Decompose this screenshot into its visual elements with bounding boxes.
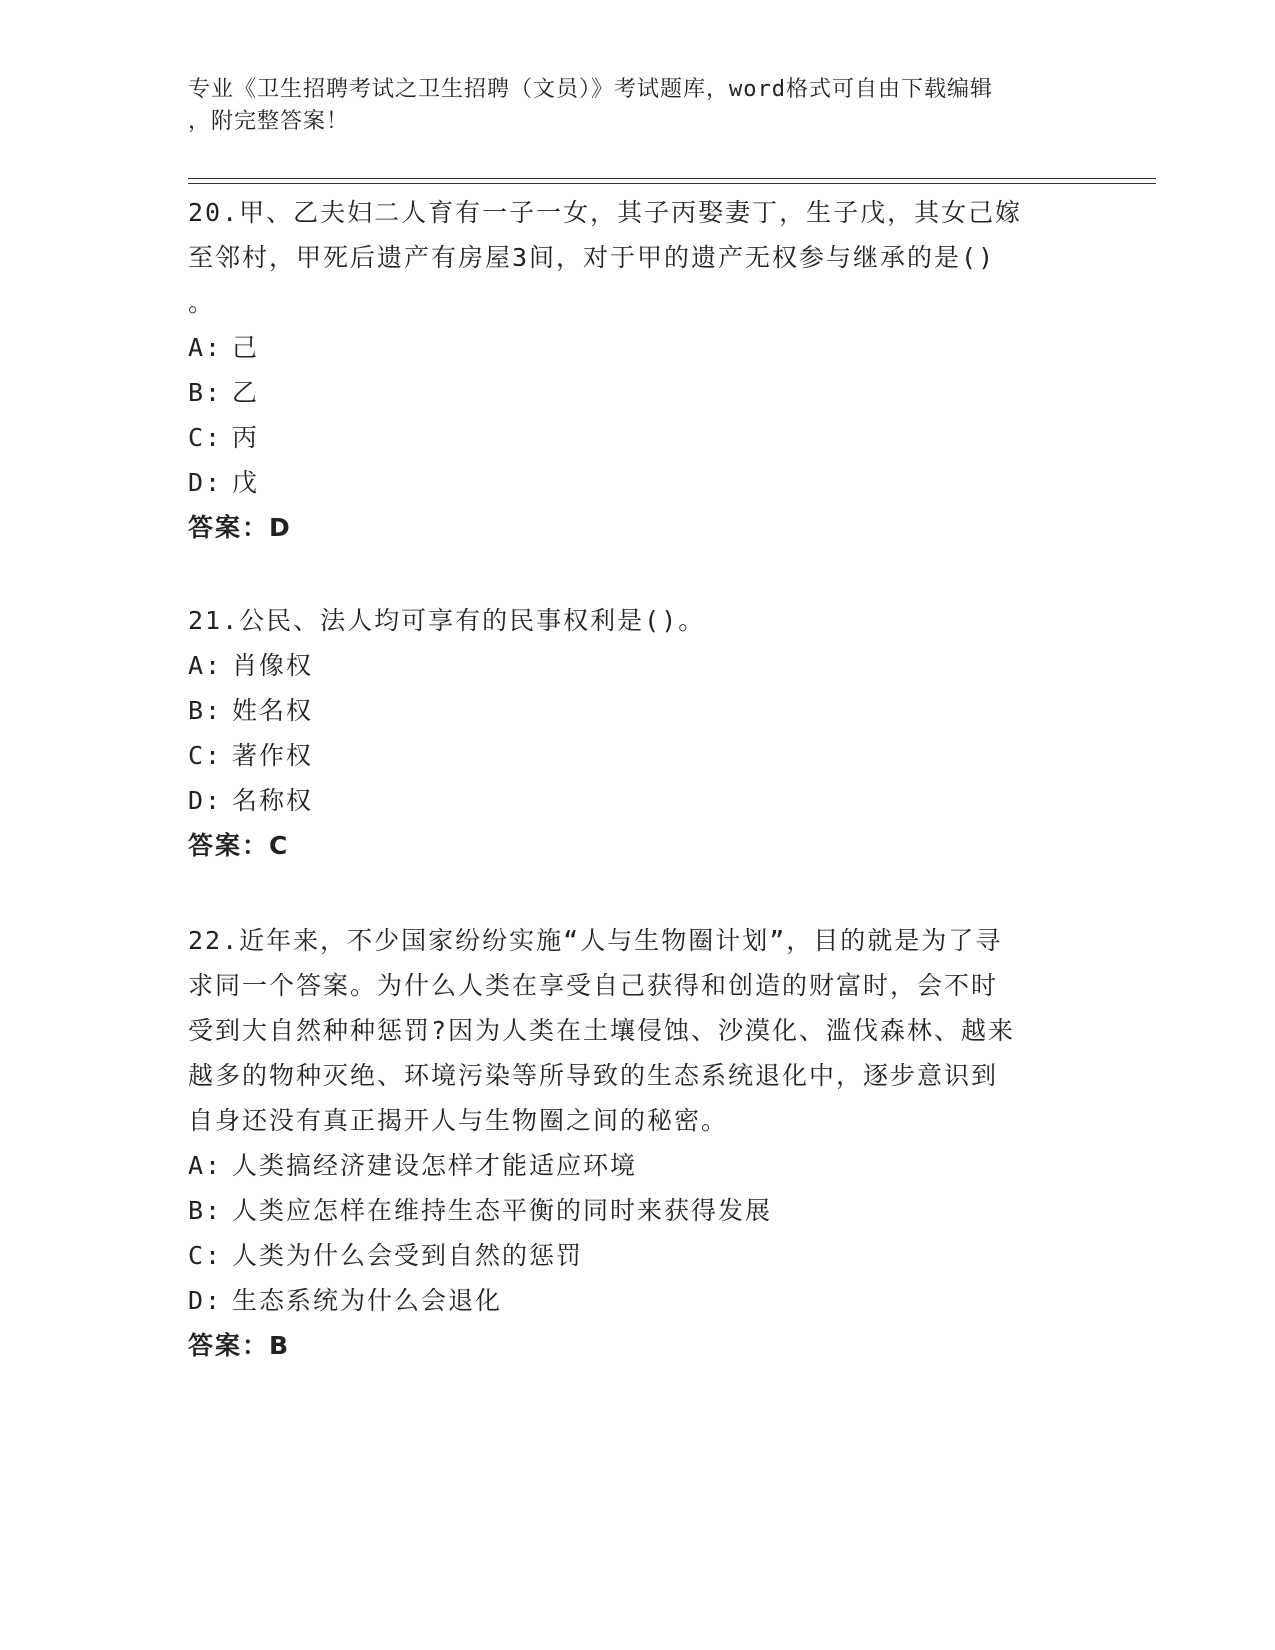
- option-letter: A:: [188, 1151, 223, 1180]
- option-b: [188, 688, 1068, 733]
- option-letter: C:: [188, 741, 223, 770]
- question-stem-line: 受到大自然种种惩罚?因为人类在土壤侵蚀、沙漠化、滥伐森林、越来: [188, 1016, 1016, 1045]
- option-a: [188, 643, 1068, 688]
- option-letter: B:: [188, 378, 223, 407]
- question-stem-line: 求同一个答案。为什么人类在享受自己获得和创造的财富时，会不时: [188, 971, 999, 1000]
- option-c: [188, 733, 1068, 778]
- option-text: 生态系统为什么会退化: [232, 1286, 503, 1315]
- option-letter: D:: [188, 786, 223, 815]
- option-d: [188, 1278, 1068, 1323]
- option-c: [188, 415, 1068, 460]
- question-22: [188, 918, 1068, 1368]
- option-letter: B:: [188, 696, 223, 725]
- option-text: 人类搞经济建设怎样才能适应环境: [232, 1151, 638, 1180]
- answer-label: 答案：D: [188, 513, 292, 542]
- question-stem-line: 20.甲、乙夫妇二人育有一子一女，其子丙娶妻丁，生子戊，其女己嫁: [188, 198, 1023, 227]
- option-text: 戊: [232, 468, 260, 497]
- answer-label: 答案：C: [188, 831, 290, 860]
- option-a: [188, 325, 1068, 370]
- question-stem-line: 22.近年来，不少国家纷纷实施“人与生物圈计划”，目的就是为了寻: [188, 926, 1003, 955]
- question-stem-line: 越多的物种灭绝、环境污染等所导致的生态系统退化中，逐步意识到: [188, 1061, 999, 1090]
- option-letter: A:: [188, 333, 223, 362]
- option-text: 著作权: [232, 741, 314, 770]
- header-divider-top: [188, 178, 1156, 179]
- option-letter: C:: [188, 1241, 223, 1270]
- answer-label: 答案：B: [188, 1331, 291, 1360]
- question-stem-line: 至邻村，甲死后遗产有房屋3间，对于甲的遗产无权参与继承的是(): [188, 243, 996, 272]
- question-21: [188, 598, 1068, 868]
- option-letter: A:: [188, 651, 223, 680]
- option-c: [188, 1233, 1068, 1278]
- option-text: 姓名权: [232, 696, 314, 725]
- option-text: 人类为什么会受到自然的惩罚: [232, 1241, 584, 1270]
- option-letter: C:: [188, 423, 223, 452]
- header-divider-bottom: [188, 183, 1156, 184]
- option-b: [188, 370, 1068, 415]
- question-stem-line: 21.公民、法人均可享有的民事权利是()。: [188, 606, 706, 635]
- question-20: [188, 190, 1068, 550]
- question-stem-line: 自身还没有真正揭开人与生物圈之间的秘密。: [188, 1106, 729, 1135]
- option-d: [188, 460, 1068, 505]
- header-line-1: 专业《卫生招聘考试之卫生招聘（文员）》考试题库，word格式可自由下载编辑: [188, 77, 993, 102]
- option-b: [188, 1188, 1068, 1233]
- option-text: 己: [232, 333, 260, 362]
- option-letter: D:: [188, 1286, 223, 1315]
- option-a: [188, 1143, 1068, 1188]
- option-text: 乙: [232, 378, 260, 407]
- option-text: 肖像权: [232, 651, 314, 680]
- option-letter: B:: [188, 1196, 223, 1225]
- option-text: 人类应怎样在维持生态平衡的同时来获得发展: [232, 1196, 773, 1225]
- option-text: 丙: [232, 423, 260, 452]
- question-stem-line: 。: [188, 288, 216, 317]
- document-header: [188, 74, 1068, 138]
- option-letter: D:: [188, 468, 223, 497]
- option-text: 名称权: [232, 786, 314, 815]
- option-d: [188, 778, 1068, 823]
- header-line-2: ，附完整答案！: [188, 109, 350, 134]
